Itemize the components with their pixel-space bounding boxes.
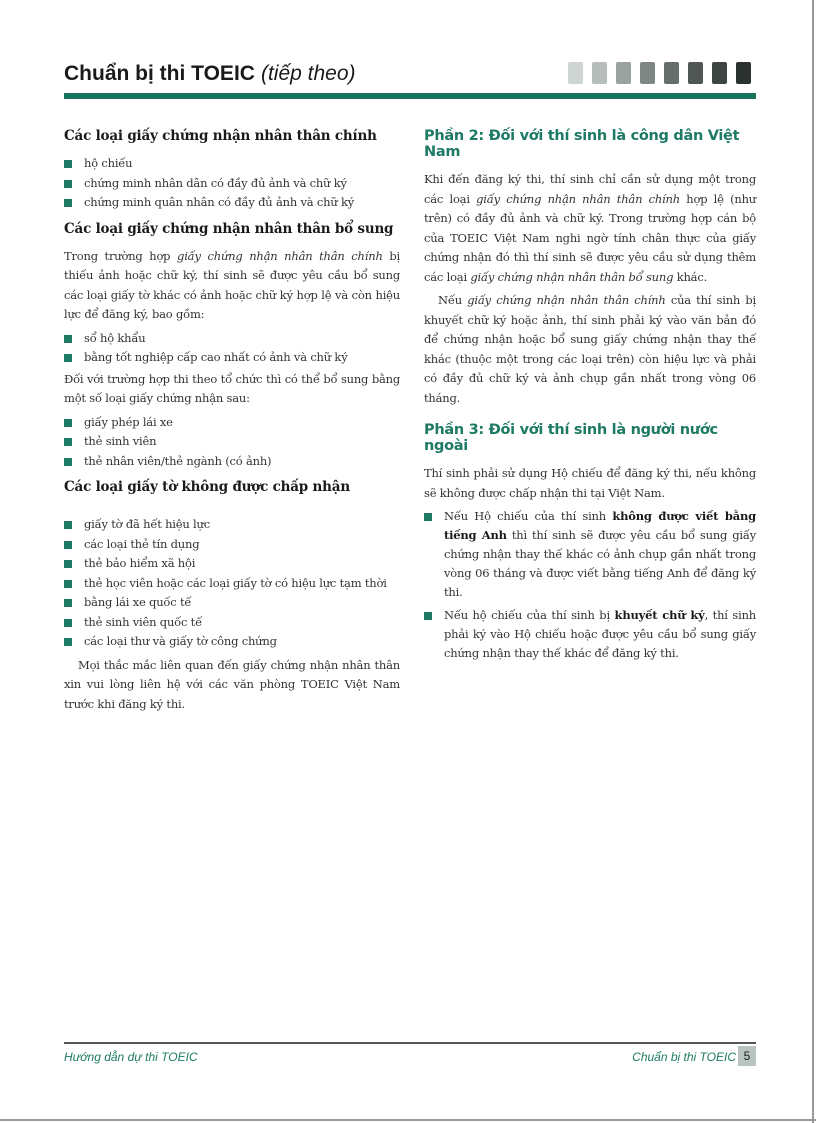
footer-left-text: Hướng dẫn dự thi TOEIC [64,1050,198,1064]
list-item: thẻ bảo hiểm xã hội [64,554,400,574]
bold-text: khuyết chữ ký [614,608,705,622]
header-square-3 [616,62,631,84]
bold-text: không được viết bằng tiếng Anh [444,509,757,542]
emphasis-text: giấy chứng nhận nhân thân bổ sung [470,269,674,284]
text-run: Nếu Hộ chiếu của thí sinh [444,509,613,523]
page-edge-right [812,0,814,1123]
header-square-7 [712,62,727,84]
list-item [424,507,756,602]
text-run: thì thí sinh sẽ được yêu cầu bổ sung giấy chứng nhận thay thế khác có ảnh chụp gần nhất trong vòng 06 tháng và được viết bằng tiếng Anh để đăng ký thi. [444,528,756,599]
section-heading-rejected-docs: Các loại giấy tờ không được chấp nhận [64,479,350,495]
page-edge-bottom [0,1119,816,1121]
list-item: thẻ sinh viên [64,432,400,452]
list-item: thẻ sinh viên quốc tế [64,613,400,633]
supplementary-list-2 [64,413,400,472]
list-item: thẻ học viên hoặc các loại giấy tờ có hiệu lực tạm thời [64,574,400,594]
header-square-8 [736,62,751,84]
footer-right-text: Chuẩn bị thi TOEIC [632,1050,736,1064]
organization-note: Đối với trường hợp thi theo tổ chức thì có thể bổ sung bằng một số loại giấy chứng nhận sau: [64,371,400,405]
list-item [424,606,756,663]
header-square-1 [568,62,583,84]
part3-paragraph-1: Thí sinh phải sử dụng Hộ chiếu để đăng ký thi, nếu không sẽ không được chấp nhận thi tại Việt Nam. [424,466,756,500]
list-item: bằng tốt nghiệp cấp cao nhất có ảnh và chữ ký [64,348,400,368]
section-heading-primary-ids: Các loại giấy chứng nhận nhân thân chính [64,128,377,144]
supplementary-list-1 [64,329,400,368]
text-run: , thí sinh phải ký vào Hộ chiếu hoặc được yêu cầu bổ sung giấy chứng nhận thay thế khác để đăng ký thi. [444,608,756,660]
text-run: Nếu hộ chiếu của thí sinh bị [444,608,615,622]
text-run: bị thiếu ảnh hoặc chữ ký, thí sinh sẽ được yêu cầu bổ sung các loại giấy tờ khác có ảnh hoặc chữ ký hợp lệ và còn hiệu lực để đăng ký, bao gồm: [64,248,400,321]
header-decorative-squares [568,62,751,84]
text-run: khác. [673,269,708,284]
section-heading-supplementary-ids: Các loại giấy chứng nhận nhân thân bổ sung [64,220,394,237]
closing-note: Mọi thắc mắc liên quan đến giấy chứng nhận nhân thân xin vui lòng liên hệ với các văn phòng TOEIC Việt Nam trước khi đăng ký thi. [64,657,400,711]
right-column [424,128,756,667]
list-item: các loại thẻ tín dụng [64,535,400,555]
header-square-2 [592,62,607,84]
part3-list [424,507,756,663]
emphasis-text: giấy chứng nhận nhân thân chính [177,248,383,263]
part2-paragraph-2 [424,291,756,408]
left-column [64,128,400,718]
emphasis-text: giấy chứng nhận nhân thân chính [467,293,666,307]
list-item: sổ hộ khẩu [64,329,400,349]
footer-rule [64,1042,756,1044]
part2-paragraph-1 [424,170,756,287]
list-item: chứng minh nhân dân có đầy đủ ảnh và chữ ký [64,174,400,194]
list-item: bằng lái xe quốc tế [64,593,400,613]
list-item: các loại thư và giấy tờ công chứng [64,632,400,652]
text-run: Trong trường hợp [64,248,178,263]
rejected-docs-list [64,515,400,652]
list-item: giấy phép lái xe [64,413,400,433]
header-rule [64,93,756,99]
supplementary-intro [64,247,400,325]
text-run: của thí sinh bị khuyết chữ ký hoặc ảnh, thí sinh phải ký vào văn bản đó để chứng nhận hoặc bổ sung giấy chứng nhận thay thế khác (thuộc một trong các loại trên) còn hiệu lực và phải có đầy đủ chữ ký và ảnh chụp gần nhất trong vòng 06 tháng. [424,293,757,405]
emphasis-text: giấy chứng nhận nhân thân chính [476,191,680,206]
list-item: chứng minh quân nhân có đầy đủ ảnh và chữ ký [64,193,400,213]
part2-heading: Phần 2: Đối với thí sinh là công dân Việt Nam [424,128,740,160]
header-square-4 [640,62,655,84]
text-run: Khi đến đăng ký thi, thí sinh chỉ cần sử dụng một trong các loại [424,172,756,206]
primary-ids-list [64,154,400,213]
part3-heading: Phần 3: Đối với thí sinh là người nước ngoài [424,422,718,454]
list-item: giấy tờ đã hết hiệu lực [64,515,400,535]
page-number: 5 [738,1046,756,1066]
list-item: thẻ nhân viên/thẻ ngành (có ảnh) [64,452,400,472]
text-run: Nếu [438,293,468,307]
page-title-sub: (tiếp theo) [260,62,356,85]
list-item: hộ chiếu [64,154,400,174]
page-title [64,62,356,86]
header-square-6 [688,62,703,84]
page-title-main: Chuẩn bị thi TOEIC [64,62,255,85]
text-run: hợp lệ (như trên) có đầy đủ ảnh và chữ ký. Trong trường hợp cán bộ của TOEIC Việt Nam nghi ngờ tính chân thực của giấy chứng nhận đó thì thí sinh sẽ được yêu cầu sử dụng thêm các loại [424,191,756,284]
header-square-5 [664,62,679,84]
